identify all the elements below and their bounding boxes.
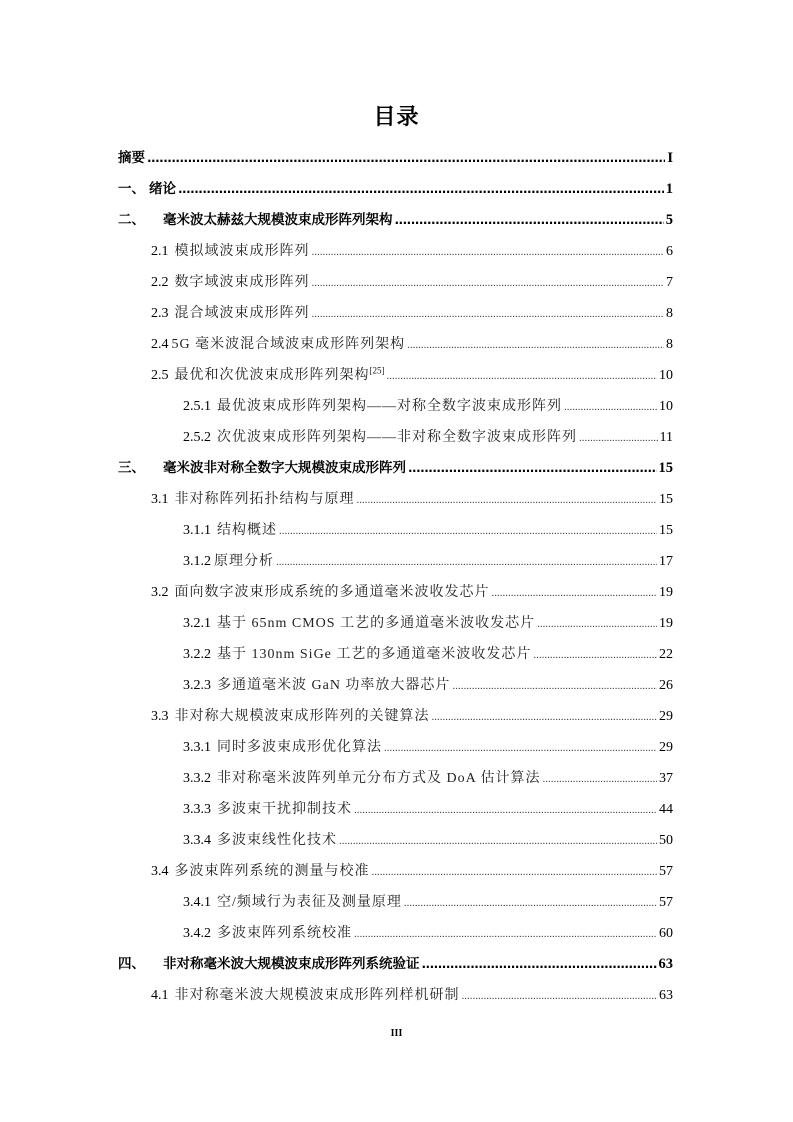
- dot-leader: [422, 949, 657, 980]
- toc-entry-number: 3.4.1: [183, 895, 211, 910]
- toc-entry-2-2[interactable]: [118, 267, 673, 298]
- toc-entry-number: 2.5: [151, 368, 169, 383]
- toc-entry-number: 3.2.1: [183, 616, 211, 631]
- toc-entry-4-1[interactable]: [118, 980, 673, 1011]
- toc-entry-3-1-1[interactable]: [118, 515, 673, 546]
- dot-leader: [404, 887, 657, 919]
- toc-entry-page: 15: [659, 492, 673, 507]
- dot-leader: [537, 608, 657, 640]
- toc-entry-2-5-1[interactable]: [118, 391, 673, 422]
- toc-entry-3-3-3[interactable]: [118, 794, 673, 825]
- toc-entry-title: 面向数字波束形成系统的多通道毫米波收发芯片: [174, 585, 490, 600]
- toc-entry-number: 3.3.4: [183, 833, 211, 848]
- toc-entry-3-3-2[interactable]: [118, 763, 673, 794]
- dot-leader: [452, 670, 657, 702]
- toc-entry-title: 非对称毫米波大规模波束成形阵列系统验证: [163, 956, 420, 972]
- toc-entry-page: 7: [666, 275, 673, 290]
- toc-entry-title: 毫米波非对称全数字大规模波束成形阵列: [163, 460, 406, 476]
- toc-entry-title: 非对称大规模波束成形阵列的关键算法: [174, 709, 430, 724]
- toc-entry-number: 3.1.1: [183, 523, 211, 538]
- toc-entry-title: 非对称毫米波阵列单元分布方式及 DoA 估计算法: [217, 771, 541, 786]
- toc-entry-page: 1: [665, 181, 673, 197]
- dot-leader: [312, 267, 665, 299]
- toc-entry-page: 5: [665, 212, 673, 228]
- toc-entry-number: 2.5.1: [183, 399, 211, 414]
- toc-entry-number: 2.1: [151, 244, 169, 259]
- toc-entry-title: 毫米波太赫兹大规模波束成形阵列架构: [163, 212, 393, 228]
- toc-entry-3-3[interactable]: [118, 701, 673, 732]
- dot-leader: [432, 701, 658, 733]
- toc-entry-number: 3.4.2: [183, 926, 211, 941]
- toc-entry-number: 2.3: [151, 306, 169, 321]
- toc-entry-2-4[interactable]: [118, 329, 673, 360]
- toc-entry-number: 2.4: [151, 337, 169, 352]
- toc-entry-number: 3.2: [151, 585, 169, 600]
- toc-entry-3-2-2[interactable]: [118, 639, 673, 670]
- toc-entry-page: 17: [659, 554, 673, 569]
- toc-entry-title: 次优波束成形阵列架构——非对称全数字波束成形阵列: [217, 430, 577, 445]
- toc-entry-page: 8: [666, 337, 673, 352]
- toc-entry-number: 2.2: [151, 275, 169, 290]
- dot-leader: [408, 453, 657, 484]
- toc-entry-page: 63: [659, 988, 673, 1003]
- toc-entry-2-3[interactable]: [118, 298, 673, 329]
- dot-leader: [354, 794, 657, 826]
- dot-leader: [354, 918, 657, 950]
- toc-entry-title: 基于 130nm SiGe 工艺的多通道毫米波收发芯片: [217, 647, 532, 662]
- toc-entry-page: 57: [659, 864, 673, 879]
- toc-entry-title: 多波束阵列系统的测量与校准: [174, 864, 370, 879]
- toc-entry-chapter-3[interactable]: [118, 453, 673, 484]
- toc-entry-title: 基于 65nm CMOS 工艺的多通道毫米波收发芯片: [217, 616, 536, 631]
- toc-entry-number: 3.4: [151, 864, 169, 879]
- dot-leader: [395, 205, 664, 236]
- toc-entry-page: 26: [659, 678, 673, 693]
- page-title: 目录: [373, 105, 420, 130]
- dot-leader: [384, 732, 657, 764]
- toc-entry-number: 3.3.2: [183, 771, 211, 786]
- toc-entry-page: 10: [659, 368, 673, 383]
- toc-entry-title: 5G 毫米波混合域波束成形阵列架构: [171, 337, 406, 352]
- table-of-contents: [118, 143, 673, 1011]
- dot-leader: [579, 422, 658, 454]
- toc-entry-3-3-4[interactable]: [118, 825, 673, 856]
- toc-entry-3-2-1[interactable]: [118, 608, 673, 639]
- toc-entry-title: 最优波束成形阵列架构——对称全数字波束成形阵列: [217, 399, 562, 414]
- toc-entry-3-2-3[interactable]: [118, 670, 673, 701]
- toc-entry-number: 二、: [118, 212, 145, 228]
- toc-entry-page: 44: [659, 802, 673, 817]
- dot-leader: [462, 980, 658, 1012]
- toc-entry-title: 多波束阵列系统校准: [217, 926, 352, 941]
- toc-entry-title: 原理分析: [214, 554, 274, 569]
- toc-entry-title: 模拟域波束成形阵列: [174, 244, 310, 259]
- toc-entry-title: 空/频域行为表征及测量原理: [217, 895, 402, 910]
- dot-leader: [276, 546, 657, 578]
- toc-entry-3-1[interactable]: [118, 484, 673, 515]
- dot-leader: [312, 298, 665, 330]
- toc-entry-page: 57: [659, 895, 673, 910]
- toc-entry-number: 3.3.3: [183, 802, 211, 817]
- toc-entry-chapter-2[interactable]: [118, 205, 673, 236]
- toc-entry-number: 3.3: [151, 709, 169, 724]
- toc-entry-number: 3.1: [151, 492, 169, 507]
- toc-entry-3-2[interactable]: [118, 577, 673, 608]
- toc-entry-title: 多通道毫米波 GaN 功率放大器芯片: [217, 678, 451, 693]
- dot-leader: [147, 143, 665, 174]
- dot-leader: [339, 825, 657, 857]
- dot-leader: [387, 360, 658, 392]
- toc-entry-title: 摘要: [118, 150, 145, 166]
- toc-entry-3-4-1[interactable]: [118, 887, 673, 918]
- toc-entry-page: 19: [659, 585, 673, 600]
- toc-entry-number: 4.1: [151, 988, 169, 1003]
- dot-leader: [312, 236, 665, 268]
- toc-entry-page: 63: [658, 956, 673, 972]
- dot-leader: [279, 515, 657, 547]
- toc-entry-2-5[interactable]: [118, 360, 673, 391]
- toc-entry-page: 11: [659, 430, 673, 445]
- toc-entry-page: 37: [659, 771, 673, 786]
- toc-entry-page: I: [667, 150, 673, 166]
- citation-superscript[interactable]: [25]: [369, 365, 385, 376]
- toc-entry-title: [175, 360, 385, 391]
- toc-entry-title: 非对称毫米波大规模波束成形阵列样机研制: [174, 988, 460, 1003]
- toc-entry-3-4[interactable]: [118, 856, 673, 887]
- toc-entry-number: 一、: [118, 181, 145, 197]
- toc-entry-chapter-4[interactable]: [118, 949, 673, 980]
- toc-entry-number: 3.2.3: [183, 678, 211, 693]
- toc-entry-title: 混合域波束成形阵列: [174, 306, 310, 321]
- toc-entry-number: 三、: [118, 460, 145, 476]
- toc-entry-number: 2.5.2: [183, 430, 211, 445]
- dot-leader: [372, 856, 658, 888]
- toc-entry-page: 29: [659, 709, 673, 724]
- footer-page-number: III: [390, 1028, 403, 1039]
- toc-entry-3-4-2[interactable]: [118, 918, 673, 949]
- dot-leader: [178, 174, 664, 205]
- toc-entry-title: 结构概述: [217, 523, 277, 538]
- toc-entry-number: 3.1.2: [183, 554, 211, 569]
- toc-entry-page: 22: [659, 647, 673, 662]
- dot-leader: [407, 329, 664, 361]
- dot-leader: [533, 639, 657, 671]
- dot-leader: [564, 391, 657, 423]
- toc-entry-title: 数字域波束成形阵列: [174, 275, 310, 290]
- toc-entry-chapter-1[interactable]: [118, 174, 673, 205]
- toc-entry-page: 50: [659, 833, 673, 848]
- toc-entry-2-5-2[interactable]: [118, 422, 673, 453]
- toc-entry-2-1[interactable]: [118, 236, 673, 267]
- toc-entry-3-1-2[interactable]: [118, 546, 673, 577]
- toc-entry-page: 10: [659, 399, 673, 414]
- dot-leader: [357, 484, 658, 516]
- toc-entry-number: 四、: [118, 956, 145, 972]
- toc-entry-title: 非对称阵列拓扑结构与原理: [174, 492, 355, 507]
- toc-entry-title: 同时多波束成形优化算法: [217, 740, 382, 755]
- toc-entry-title: 多波束干扰抑制技术: [217, 802, 352, 817]
- dot-leader: [492, 577, 658, 609]
- toc-entry-page: 6: [666, 244, 673, 259]
- toc-entry-page: 8: [666, 306, 673, 321]
- toc-entry-3-3-1[interactable]: [118, 732, 673, 763]
- toc-entry-abstract[interactable]: [118, 143, 673, 174]
- toc-entry-title: 绪论: [149, 181, 176, 197]
- toc-entry-title: 多波束线性化技术: [217, 833, 337, 848]
- dot-leader: [542, 763, 657, 795]
- toc-entry-page: 15: [658, 460, 673, 476]
- toc-entry-page: 29: [659, 740, 673, 755]
- toc-entry-page: 19: [659, 616, 673, 631]
- toc-entry-page: 60: [659, 926, 673, 941]
- toc-entry-page: 15: [659, 523, 673, 538]
- toc-entry-title-text: 最优和次优波束成形阵列架构: [174, 368, 370, 383]
- toc-entry-number: 3.2.2: [183, 647, 211, 662]
- toc-entry-number: 3.3.1: [183, 740, 211, 755]
